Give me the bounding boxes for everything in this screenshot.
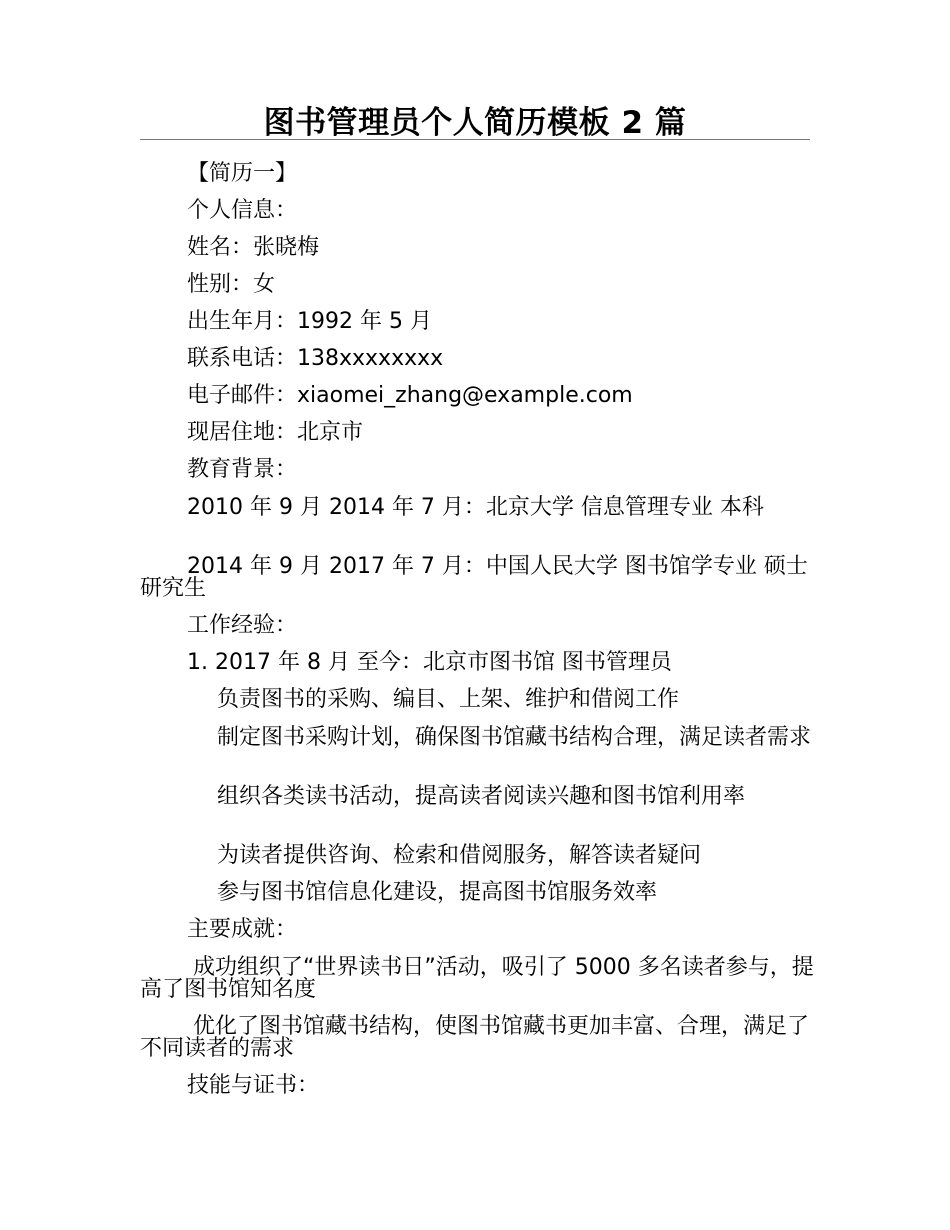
info-gender: 性别：女 (187, 272, 276, 297)
info-name: 姓名：张晓梅 (187, 235, 320, 260)
section-skills-certificates: 技能与证书： (187, 1073, 320, 1098)
work-item: 1. 2017 年 8 月 至今：北京市图书馆 图书管理员 (187, 650, 672, 675)
info-phone: 联系电话：138xxxxxxxx (187, 346, 444, 371)
section-work-experience: 工作经验： (187, 613, 298, 638)
education-item: 2014 年 9 月 2017 年 7 月：中国人民大学 图书馆学专业 硕士研究生 (140, 554, 808, 601)
achievement-item: 优化了图书馆藏书结构，使图书馆藏书更加丰富、合理，满足了不同读者的需求 (140, 1014, 810, 1061)
section-personal-info: 个人信息： (187, 198, 298, 223)
achievement-item: 成功组织了“世界读书日”活动，吸引了 5000 多名读者参与，提高了图书馆知名度 (140, 955, 814, 1002)
info-residence: 现居住地：北京市 (187, 420, 364, 445)
info-email: 电子邮件：xiaomei_zhang@example.com (187, 383, 633, 408)
title-underline (140, 139, 810, 140)
work-duty: 组织各类读书活动，提高读者阅读兴趣和图书馆利用率 (217, 784, 746, 809)
education-item: 2010 年 9 月 2014 年 7 月：北京大学 信息管理专业 本科 (187, 495, 764, 520)
info-birth: 出生年月：1992 年 5 月 (187, 309, 432, 334)
work-duty: 参与图书馆信息化建设，提高图书馆服务效率 (217, 880, 658, 905)
work-duty: 负责图书的采购、编目、上架、维护和借阅工作 (217, 687, 680, 712)
section-education: 教育背景： (187, 457, 298, 482)
work-duty: 为读者提供咨询、检索和借阅服务，解答读者疑问 (217, 843, 702, 868)
work-duty: 制定图书采购计划，确保图书馆藏书结构合理，满足读者需求 (217, 725, 812, 750)
resume-heading: 【简历一】 (187, 161, 298, 186)
section-achievements: 主要成就： (187, 917, 298, 942)
document-title: 图书管理员个人简历模板 2 篇 (263, 105, 687, 141)
